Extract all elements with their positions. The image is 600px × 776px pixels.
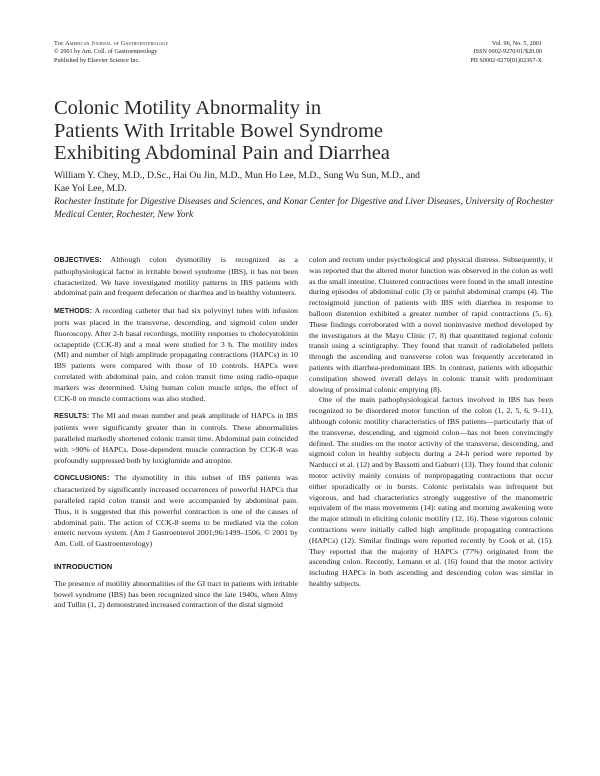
- abstract-methods: [54, 306, 298, 404]
- authors-line: Kae Yol Lee, M.D.: [54, 183, 127, 194]
- article-title: [54, 97, 554, 165]
- methods-label: METHODS:: [54, 308, 93, 316]
- volume-line: Vol. 96, No. 5, 2001: [491, 40, 542, 47]
- journal-header: [54, 40, 169, 65]
- right-column: [309, 255, 553, 590]
- title-line: Patients With Irritable Bowel Syndrome: [54, 119, 384, 142]
- abstract-results: [54, 411, 298, 466]
- intro-paragraph: The presence of motility abnormalities of the GI tract in patients with irritable bowel syndrome (IBS) has been recognized since the late 1940s, when Almy and Tullin (1, 2) demonstrated increased contraction of the distal sigmoid: [54, 578, 298, 610]
- objectives-text: Although colon dysmotility is recognized as a pathophysiological factor in irritable bowel syndrome (IBS), it has not been characterized. We have investigated motility patterns in IBS patients with abdominal pain and frequent defecation or diarrhea and in healthy volunteers.: [54, 255, 298, 298]
- intro-paragraph-2: One of the main pathophysiological factors involved in IBS has been recognized to be disordered motor function of the colon (1, 2, 5, 6, 9–11), although colonic motility characteristics of IBS patients—particularly that of the transverse, descending, and sigmoid colon—has not been convincingly defined. The studies on the motor activity of the transverse, descending, and sigmoid colon in healthy subjects during a 24-h period were reported by Narducci et al. (12) and by Bassotti and Gaburri (13). They found that colonic motor activity mainly consists of nonpropagating contractions that occur either sporadically or in bursts. Colonic peristalsis was infrequent but vigorous, and had characteristics strongly suggestive of the manometric equivalent of the mass movements (14): eating and morning awakening were the major stimuli in eliciting colonic motility (12, 16). These vigorous colonic contractions were initially called high amplitude propagating contractions (HAPCs) (12). Similar findings were reported recently by Cook et al. (15). They reported that the majority of HAPCs (77%) originated from the ascending colon. Recently, Lemann et al. (16) found that the motor activity including HAPCs in both ascending and descending colon was similar in healthy subjects.: [309, 395, 553, 588]
- publication-info: [470, 40, 542, 65]
- author-list: [54, 169, 554, 195]
- methods-text: A recording catheter that had six polyvinyl tubes with infusion ports was placed in the transverse, descending, and sigmoid colon under fluoroscopy. After 2-h basal recordings, motility responses to cholecystokinin octapeptide (CCK-8) and a meal were studied for 3 h. The motility index (MI) and number of high amplitude propagating contractions (HAPCs) in 10 IBS patients were compared with those of 10 controls. HAPCs were correlated with abdominal pain, and colon transit time using radio-opaque markers was determined. Using human colon muscle strips, the effect of CCK-8 on muscle contractions was also studied.: [54, 306, 298, 403]
- title-line: Colonic Motility Abnormality in: [54, 97, 322, 119]
- results-label: RESULTS:: [54, 413, 90, 421]
- copyright-line: © 2001 by Am. Coll. of Gastroenterology: [54, 48, 158, 56]
- pii-line: PII S0002-9270(01)02367-X: [470, 56, 542, 64]
- introduction-heading: INTRODUCTION: [54, 561, 113, 571]
- title-line: Exhibiting Abdominal Pain and Diarrhea: [54, 142, 390, 164]
- conclusions-label: CONCLUSIONS:: [54, 475, 110, 483]
- abstract-conclusions: [54, 473, 298, 550]
- left-column: [54, 255, 298, 618]
- journal-name: The American Journal of Gastroenterology: [54, 40, 169, 47]
- publisher-line: Published by Elsevier Science Inc.: [54, 56, 140, 64]
- conclusions-text: The dysmotility in this subset of IBS patients was characterized by significantly increased occurrences of powerful HAPCs that paralleled rapid colon transit and were accompanied by abdominal pain. Thus, it is suggested that this powerful contraction is one of the causes of abdominal pain. The action of CCK-8 seems to be mediated via the colon enteric nervous system. (Am J Gastroenterol 2001;96:1499–1506. © 2001 by Am. Coll. of Gastroenterology): [54, 473, 298, 549]
- results-text: The MI and mean number and peak amplitude of HAPCs in IBS patients were significantly greater than in controls. These abnormalities paralleled markedly shortened colonic transit time. Abdominal pain coincided with >90% of HAPCs. Dose-dependent muscle contraction by CCK-8 was profoundly suppressed both by loxiglumide and atropine.: [54, 411, 298, 465]
- intro-paragraph-continued: colon and rectum under psychological and physical distress. Subsequently, it was reported that the altered motor function was observed in the colon as well as the small intestine. Clustered contractions were found in the small intestine during episodes of abdominal colic (3) or painful abdominal cramps (4). The rectosigmoid junction of patients with IBS with diarrhea in response to balloon distention exhibited a greater number of rapid contractions (5, 6). These findings corroborated with a novel noninvasive method developed by the investigators at the Mayo Clinic (7, 8) that quantitated regional colonic transit using a scintigraphy. They found that transit of radiolabeled pellets through the ascending and transverse colon was frequently accelerated in patients with diarrhea-predominant IBS. In contrast, patients with idiopathic constipation showed overall delays in colonic transit with predominant slowing of proximal colonic emptying (8).: [309, 255, 553, 394]
- authors-line: William Y. Chey, M.D., D.Sc., Hai Ou Jin, M.D., Mun Ho Lee, M.D., Sung Wu Sun, M.D., and: [54, 170, 420, 181]
- abstract-objectives: [54, 255, 298, 299]
- issn-line: ISSN 0002-9270/01/$20.00: [473, 48, 542, 56]
- objectives-label: OBJECTIVES:: [54, 257, 102, 264]
- affiliation: Rochester Institute for Digestive Diseases and Sciences, and Konar Center for Digestive and Liver Diseases, University of Rochester Medical Center, Rochester, New York: [54, 197, 554, 220]
